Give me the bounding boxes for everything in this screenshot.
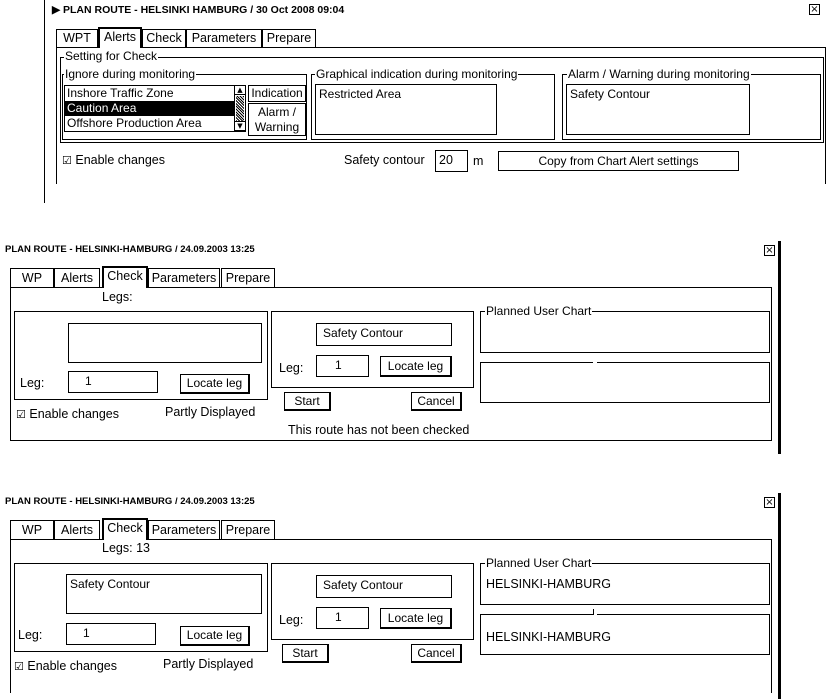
check-alert-box[interactable]: Safety Contour [316, 575, 452, 598]
enable-changes-checkbox[interactable] [14, 659, 117, 673]
locate-leg-button[interactable]: Locate leg [180, 374, 250, 394]
start-button[interactable]: Start [282, 644, 329, 663]
enable-changes-label: Enable changes [75, 153, 166, 167]
copy-chart-alert-button[interactable]: Copy from Chart Alert settings [498, 151, 739, 171]
tab-wp[interactable]: WP [10, 268, 54, 287]
window-title: PLAN ROUTE - HELSINKI-HAMBURG / 24.09.2003 13:25 [5, 496, 255, 507]
list-item-selected[interactable]: Caution Area [65, 101, 245, 116]
second-chart-title [593, 609, 597, 615]
window-title: PLAN ROUTE - HELSINKI-HAMBURG / 24.09.2003 13:25 [5, 244, 255, 255]
panel-left-border [44, 0, 45, 203]
mid-locate-leg-button[interactable]: Locate leg [380, 608, 452, 629]
indication-button[interactable]: Indication [248, 85, 306, 102]
panel-right-border [778, 493, 781, 699]
enable-changes-checkbox[interactable] [16, 407, 119, 421]
panel-right-border [778, 241, 781, 454]
enable-changes-checkbox[interactable] [62, 153, 165, 167]
tab-wpt[interactable]: WPT [56, 29, 98, 47]
legs-alert-list[interactable] [68, 323, 262, 363]
legs-label [102, 290, 133, 304]
tab-check[interactable]: Check [102, 518, 148, 540]
leg-label: Leg: [20, 376, 45, 390]
leg-label: Leg: [18, 628, 43, 642]
window-title: ▶ PLAN ROUTE - HELSINKI HAMBURG / 30 Oct 2008 09:04 [52, 4, 345, 16]
mid-leg-label: Leg: [279, 613, 304, 627]
setting-for-check-title: Setting for Check [65, 49, 158, 63]
tab-prepare[interactable]: Prepare [262, 29, 316, 47]
panel-check-empty [0, 241, 830, 454]
second-chart-title [593, 357, 597, 363]
tab-check[interactable]: Check [102, 266, 148, 288]
list-item[interactable]: Offshore Production Area [67, 116, 202, 130]
graphical-group-title: Graphical indication during monitoring [316, 67, 518, 81]
ignore-list-scrollbar[interactable] [234, 85, 246, 132]
close-icon[interactable]: × [765, 245, 774, 256]
mid-leg-label: Leg: [279, 361, 304, 375]
mid-leg-input[interactable]: 1 [316, 607, 369, 629]
legs-count: 13 [136, 541, 150, 555]
leg-input[interactable]: 1 [68, 371, 158, 393]
partly-displayed-label: Partly Displayed [165, 405, 256, 419]
locate-leg-button[interactable]: Locate leg [180, 626, 250, 646]
panel-alerts [44, 0, 830, 203]
ignore-list[interactable] [64, 85, 246, 132]
scroll-up-icon[interactable]: ▲ [234, 85, 246, 95]
panel-check-filled [0, 493, 830, 699]
checkbox-checked-icon[interactable]: ☑ [62, 154, 72, 167]
mid-locate-leg-button[interactable]: Locate leg [380, 356, 452, 377]
cancel-button[interactable]: Cancel [411, 644, 462, 663]
tab-parameters[interactable]: Parameters [148, 268, 220, 287]
planned-user-chart-value: HELSINKI-HAMBURG [486, 577, 612, 591]
enable-changes-label: Enable changes [27, 659, 118, 673]
scrollbar-track[interactable] [236, 96, 244, 121]
alarm-list[interactable]: Safety Contour [566, 84, 750, 135]
list-item[interactable]: Inshore Traffic Zone [67, 86, 174, 100]
alarm-warning-line2: Warning [254, 120, 300, 134]
planned-user-chart-title: Planned User Chart [486, 304, 592, 318]
alarm-warning-button[interactable] [248, 103, 306, 136]
tab-check[interactable]: Check [142, 29, 186, 47]
mid-leg-input[interactable]: 1 [316, 355, 369, 377]
safety-contour-input[interactable]: 20 [435, 150, 468, 172]
checkbox-checked-icon[interactable]: ☑ [16, 408, 26, 421]
second-chart-group [480, 362, 770, 403]
alarm-group-title: Alarm / Warning during monitoring [568, 67, 750, 81]
alarm-warning-line1: Alarm / [257, 105, 296, 119]
legs-label [102, 541, 150, 555]
leg-input[interactable]: 1 [66, 623, 156, 645]
tab-parameters[interactable]: Parameters [148, 520, 220, 539]
enable-changes-label: Enable changes [29, 407, 120, 421]
ignore-group-title: Ignore during monitoring [65, 67, 196, 81]
tab-prepare[interactable]: Prepare [221, 520, 275, 539]
cancel-button[interactable]: Cancel [411, 392, 462, 411]
planned-user-chart-title: Planned User Chart [486, 556, 592, 570]
tab-prepare[interactable]: Prepare [221, 268, 275, 287]
partly-displayed-label: Partly Displayed [163, 657, 254, 671]
legs-label-text: Legs: [102, 290, 133, 304]
tab-alerts[interactable]: Alerts [54, 268, 100, 287]
scroll-down-icon[interactable]: ▼ [234, 121, 246, 131]
check-status-text: This route has not been checked [288, 423, 470, 437]
checkbox-checked-icon[interactable]: ☑ [14, 660, 24, 673]
start-button[interactable]: Start [284, 392, 331, 411]
close-icon[interactable]: × [810, 4, 819, 15]
tab-alerts[interactable]: Alerts [54, 520, 100, 539]
graphical-list[interactable]: Restricted Area [315, 84, 497, 135]
second-chart-value: HELSINKI-HAMBURG [486, 630, 612, 644]
tab-parameters[interactable]: Parameters [186, 29, 262, 47]
close-icon[interactable]: × [765, 497, 774, 508]
safety-contour-label: Safety contour [344, 153, 425, 167]
legs-alert-list[interactable]: Safety Contour [66, 574, 262, 614]
legs-label-text: Legs: [102, 541, 133, 555]
tab-wp[interactable]: WP [10, 520, 54, 539]
tab-alerts[interactable]: Alerts [98, 27, 142, 48]
check-alert-box[interactable]: Safety Contour [316, 323, 452, 346]
safety-contour-unit: m [473, 154, 484, 168]
